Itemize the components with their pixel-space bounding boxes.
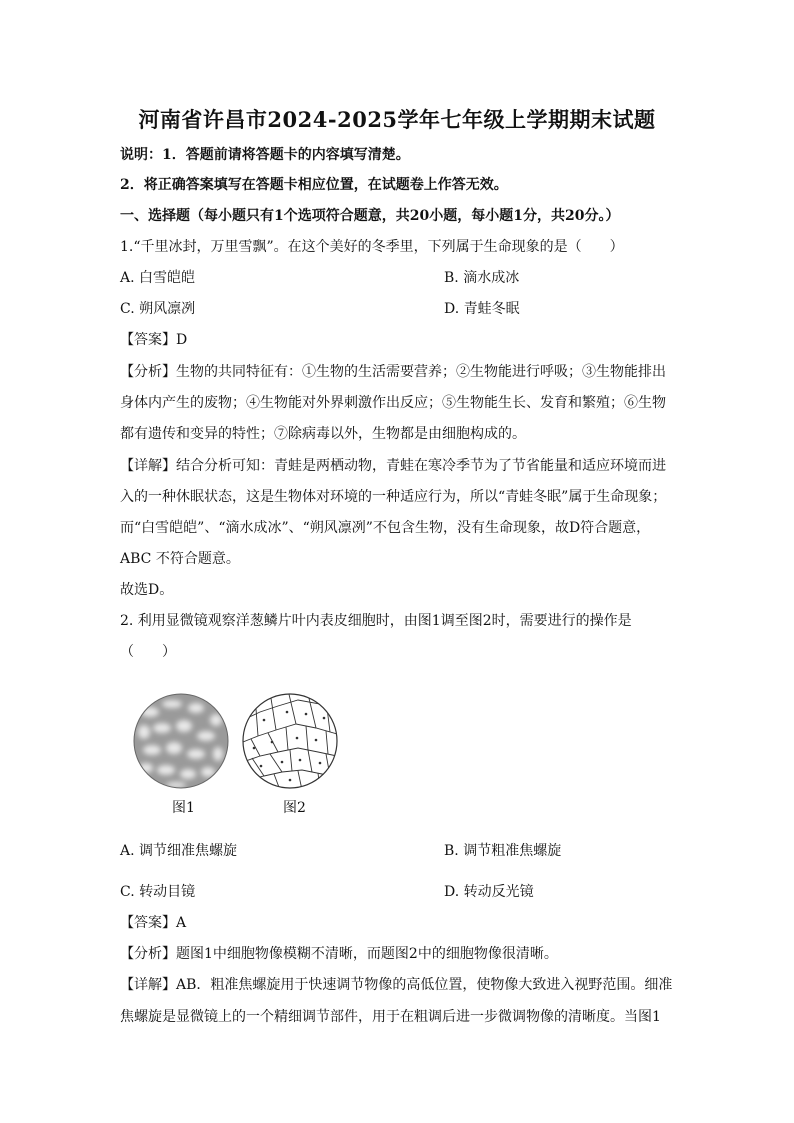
q1-analysis-line1: 【分析】生物的共同特征有：①生物的生活需要营养；②生物能进行呼吸；③生物能排出: [120, 364, 666, 380]
q2-option-a: A. 调节细准焦螺旋: [120, 843, 238, 859]
q2-option-c: C. 转动目镜: [120, 884, 196, 900]
q2-analysis: 【分析】题图1中细胞物像模糊不清晰，而题图2中的细胞物像很清晰。: [120, 946, 558, 962]
q1-option-b: B. 滴水成冰: [444, 270, 520, 286]
figure-1-caption: 图1: [172, 800, 195, 816]
q1-option-c: C. 朔风凛冽: [120, 301, 196, 317]
q1-answer: 【答案】D: [120, 332, 188, 348]
note-1: 说明：1．答题前请将答题卡的内容填写清楚。: [120, 147, 410, 163]
q2-option-d: D. 转动反光镜: [444, 884, 534, 900]
q1-detail-line2: 入的一种休眠状态，这是生物体对环境的一种适应行为，所以“青蛙冬眠”属于生命现象；: [120, 489, 667, 505]
page-title: 河南省许昌市2024-2025学年七年级上学期期末试题: [138, 107, 656, 132]
q1-option-a: A. 白雪皑皑: [120, 270, 196, 286]
q2-option-b: B. 调节粗准焦螺旋: [444, 843, 562, 859]
q1-option-d: D. 青蛙冬眠: [444, 301, 520, 317]
q2-detail-line1: 【详解】AB．粗准焦螺旋用于快速调节物像的高低位置，使物像大致进入视野范围。细准: [120, 977, 673, 993]
note-2: 2．将正确答案填写在答题卡相应位置，在试题卷上作答无效。: [120, 177, 508, 193]
q2-detail-line2: 焦螺旋是显微镜上的一个精细调节部件，用于在粗调后进一步微调物像的清晰度。当图1: [120, 1009, 661, 1025]
microscope-views-image: [130, 690, 345, 790]
q1-detail-line4: ABC 不符合题意。: [120, 551, 240, 567]
q1-analysis-line2: 身体内产生的废物；④生物能对外界刺激作出反应；⑤生物能生长、发育和繁殖；⑥生物: [120, 395, 666, 411]
figure-2-caption: 图2: [283, 800, 306, 816]
q2-stem-line2: （ ）: [120, 644, 176, 660]
q1-conclusion: 故选D。: [120, 582, 174, 598]
q2-answer: 【答案】A: [120, 915, 187, 931]
section-heading: 一、选择题（每小题只有1个选项符合题意，共20小题，每小题1分，共20分。）: [120, 208, 620, 224]
q2-stem-line1: 2. 利用显微镜观察洋葱鳞片叶内表皮细胞时，由图1调至图2时，需要进行的操作是: [120, 613, 632, 629]
q1-analysis-line3: 都有遗传和变异的特性；⑦除病毒以外，生物都是由细胞构成的。: [120, 426, 526, 442]
q1-detail-line1: 【详解】结合分析可知：青蛙是两栖动物，青蛙在寒冷季节为了节省能量和适应环境而进: [120, 458, 666, 474]
clear-cell-view: [243, 690, 337, 790]
q1-detail-line3: 而“白雪皑皑”、“滴水成冰”、“朔风凛冽”不包含生物，没有生命现象，故D符合题意，: [120, 520, 651, 536]
microscope-figure: [130, 690, 345, 822]
blurry-cell-view: [134, 694, 228, 788]
q1-stem: 1.“千里冰封，万里雪飘”。在这个美好的冬季里，下列属于生命现象的是（ ）: [120, 239, 624, 255]
